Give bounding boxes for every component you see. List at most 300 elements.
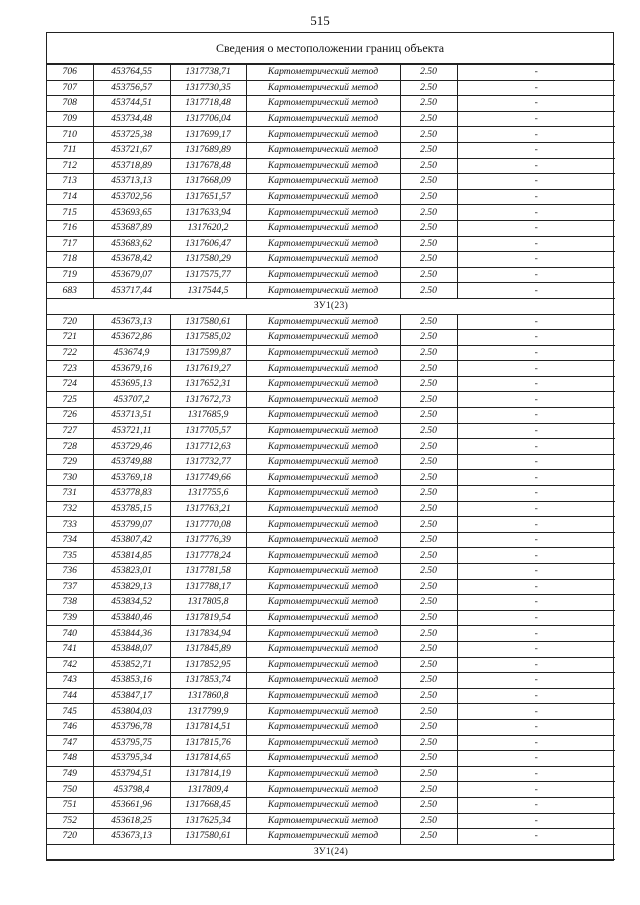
- x-coordinate-cell: 453794,51: [93, 766, 170, 782]
- accuracy-cell: 2.50: [400, 719, 457, 735]
- accuracy-cell: 2.50: [400, 158, 457, 174]
- point-number-cell: 752: [47, 813, 93, 829]
- point-number-cell: 715: [47, 205, 93, 221]
- method-cell: Картометрический метод: [246, 189, 400, 205]
- method-cell: Картометрический метод: [246, 735, 400, 751]
- x-coordinate-cell: 453798,4: [93, 782, 170, 798]
- accuracy-cell: 2.50: [400, 688, 457, 704]
- table-row: [47, 470, 615, 486]
- method-cell: Картометрический метод: [246, 486, 400, 502]
- description-cell: -: [457, 579, 615, 595]
- x-coordinate-cell: 453804,03: [93, 704, 170, 720]
- y-coordinate-cell: 1317544,5: [170, 283, 246, 299]
- method-cell: Картометрический метод: [246, 408, 400, 424]
- x-coordinate-cell: 453756,57: [93, 80, 170, 96]
- table-row: [47, 735, 615, 751]
- y-coordinate-cell: 1317620,2: [170, 220, 246, 236]
- accuracy-cell: 2.50: [400, 782, 457, 798]
- y-coordinate-cell: 1317809,4: [170, 782, 246, 798]
- accuracy-cell: 2.50: [400, 283, 457, 299]
- x-coordinate-cell: 453661,96: [93, 797, 170, 813]
- x-coordinate-cell: 453678,42: [93, 252, 170, 268]
- table-row: [47, 127, 615, 143]
- description-cell: -: [457, 719, 615, 735]
- method-cell: Картометрический метод: [246, 766, 400, 782]
- y-coordinate-cell: 1317606,47: [170, 236, 246, 252]
- method-cell: Картометрический метод: [246, 532, 400, 548]
- table-row: [47, 267, 615, 283]
- method-cell: Картометрический метод: [246, 330, 400, 346]
- point-number-cell: 748: [47, 751, 93, 767]
- point-number-cell: 739: [47, 610, 93, 626]
- method-cell: Картометрический метод: [246, 423, 400, 439]
- accuracy-cell: 2.50: [400, 330, 457, 346]
- x-coordinate-cell: 453683,62: [93, 236, 170, 252]
- table-row: [47, 96, 615, 112]
- point-number-cell: 736: [47, 564, 93, 580]
- coordinates-table: [47, 64, 615, 860]
- description-cell: -: [457, 782, 615, 798]
- table-row: [47, 782, 615, 798]
- boundary-sheet: [46, 32, 614, 861]
- accuracy-cell: 2.50: [400, 345, 457, 361]
- method-cell: Картометрический метод: [246, 205, 400, 221]
- accuracy-cell: 2.50: [400, 517, 457, 533]
- y-coordinate-cell: 1317699,17: [170, 127, 246, 143]
- y-coordinate-cell: 1317689,89: [170, 142, 246, 158]
- method-cell: Картометрический метод: [246, 267, 400, 283]
- x-coordinate-cell: 453618,25: [93, 813, 170, 829]
- point-number-cell: 710: [47, 127, 93, 143]
- accuracy-cell: 2.50: [400, 454, 457, 470]
- method-cell: Картометрический метод: [246, 96, 400, 112]
- table-row: [47, 158, 615, 174]
- description-cell: -: [457, 314, 615, 330]
- accuracy-cell: 2.50: [400, 797, 457, 813]
- description-cell: -: [457, 595, 615, 611]
- method-cell: Картометрический метод: [246, 688, 400, 704]
- x-coordinate-cell: 453718,89: [93, 158, 170, 174]
- y-coordinate-cell: 1317580,61: [170, 829, 246, 845]
- accuracy-cell: 2.50: [400, 564, 457, 580]
- table-row: [47, 829, 615, 845]
- description-cell: -: [457, 127, 615, 143]
- y-coordinate-cell: 1317749,66: [170, 470, 246, 486]
- description-cell: -: [457, 439, 615, 455]
- point-number-cell: 707: [47, 80, 93, 96]
- description-cell: -: [457, 517, 615, 533]
- accuracy-cell: 2.50: [400, 236, 457, 252]
- x-coordinate-cell: 453713,51: [93, 408, 170, 424]
- description-cell: -: [457, 626, 615, 642]
- accuracy-cell: 2.50: [400, 439, 457, 455]
- table-row: [47, 486, 615, 502]
- accuracy-cell: 2.50: [400, 65, 457, 81]
- accuracy-cell: 2.50: [400, 392, 457, 408]
- table-row: [47, 345, 615, 361]
- method-cell: Картометрический метод: [246, 610, 400, 626]
- method-cell: Картометрический метод: [246, 392, 400, 408]
- point-number-cell: 714: [47, 189, 93, 205]
- point-number-cell: 733: [47, 517, 93, 533]
- point-number-cell: 749: [47, 766, 93, 782]
- method-cell: Картометрический метод: [246, 673, 400, 689]
- accuracy-cell: 2.50: [400, 127, 457, 143]
- x-coordinate-cell: 453795,75: [93, 735, 170, 751]
- description-cell: -: [457, 657, 615, 673]
- description-cell: -: [457, 501, 615, 517]
- point-number-cell: 732: [47, 501, 93, 517]
- method-cell: Картометрический метод: [246, 283, 400, 299]
- y-coordinate-cell: 1317763,21: [170, 501, 246, 517]
- description-cell: -: [457, 220, 615, 236]
- section-label: ЗУ1(24): [47, 844, 615, 860]
- y-coordinate-cell: 1317834,94: [170, 626, 246, 642]
- point-number-cell: 706: [47, 65, 93, 81]
- y-coordinate-cell: 1317776,39: [170, 532, 246, 548]
- point-number-cell: 741: [47, 641, 93, 657]
- y-coordinate-cell: 1317685,9: [170, 408, 246, 424]
- description-cell: -: [457, 330, 615, 346]
- y-coordinate-cell: 1317585,02: [170, 330, 246, 346]
- description-cell: -: [457, 829, 615, 845]
- description-cell: -: [457, 111, 615, 127]
- table-row: [47, 595, 615, 611]
- accuracy-cell: 2.50: [400, 548, 457, 564]
- accuracy-cell: 2.50: [400, 174, 457, 190]
- table-row: [47, 283, 615, 299]
- accuracy-cell: 2.50: [400, 376, 457, 392]
- point-number-cell: 734: [47, 532, 93, 548]
- point-number-cell: 751: [47, 797, 93, 813]
- table-row: [47, 80, 615, 96]
- accuracy-cell: 2.50: [400, 641, 457, 657]
- x-coordinate-cell: 453796,78: [93, 719, 170, 735]
- x-coordinate-cell: 453785,15: [93, 501, 170, 517]
- x-coordinate-cell: 453717,44: [93, 283, 170, 299]
- x-coordinate-cell: 453778,83: [93, 486, 170, 502]
- accuracy-cell: 2.50: [400, 486, 457, 502]
- x-coordinate-cell: 453834,52: [93, 595, 170, 611]
- table-row: [47, 454, 615, 470]
- y-coordinate-cell: 1317580,61: [170, 314, 246, 330]
- point-number-cell: 718: [47, 252, 93, 268]
- y-coordinate-cell: 1317814,65: [170, 751, 246, 767]
- accuracy-cell: 2.50: [400, 610, 457, 626]
- method-cell: Картометрический метод: [246, 80, 400, 96]
- y-coordinate-cell: 1317853,74: [170, 673, 246, 689]
- x-coordinate-cell: 453721,67: [93, 142, 170, 158]
- y-coordinate-cell: 1317781,58: [170, 564, 246, 580]
- accuracy-cell: 2.50: [400, 704, 457, 720]
- accuracy-cell: 2.50: [400, 532, 457, 548]
- y-coordinate-cell: 1317706,04: [170, 111, 246, 127]
- method-cell: Картометрический метод: [246, 158, 400, 174]
- x-coordinate-cell: 453799,07: [93, 517, 170, 533]
- accuracy-cell: 2.50: [400, 408, 457, 424]
- accuracy-cell: 2.50: [400, 579, 457, 595]
- table-row: [47, 548, 615, 564]
- point-number-cell: 745: [47, 704, 93, 720]
- table-row: [47, 439, 615, 455]
- x-coordinate-cell: 453749,88: [93, 454, 170, 470]
- point-number-cell: 711: [47, 142, 93, 158]
- method-cell: Картометрический метод: [246, 595, 400, 611]
- method-cell: Картометрический метод: [246, 641, 400, 657]
- point-number-cell: 740: [47, 626, 93, 642]
- x-coordinate-cell: 453807,42: [93, 532, 170, 548]
- method-cell: Картометрический метод: [246, 376, 400, 392]
- description-cell: -: [457, 641, 615, 657]
- description-cell: -: [457, 283, 615, 299]
- method-cell: Картометрический метод: [246, 345, 400, 361]
- y-coordinate-cell: 1317738,71: [170, 65, 246, 81]
- table-row: [47, 205, 615, 221]
- point-number-cell: 742: [47, 657, 93, 673]
- accuracy-cell: 2.50: [400, 111, 457, 127]
- method-cell: Картометрический метод: [246, 470, 400, 486]
- accuracy-cell: 2.50: [400, 314, 457, 330]
- y-coordinate-cell: 1317770,08: [170, 517, 246, 533]
- y-coordinate-cell: 1317652,31: [170, 376, 246, 392]
- point-number-cell: 720: [47, 314, 93, 330]
- description-cell: -: [457, 797, 615, 813]
- x-coordinate-cell: 453702,56: [93, 189, 170, 205]
- y-coordinate-cell: 1317814,19: [170, 766, 246, 782]
- description-cell: -: [457, 376, 615, 392]
- x-coordinate-cell: 453707,2: [93, 392, 170, 408]
- description-cell: -: [457, 735, 615, 751]
- method-cell: Картометрический метод: [246, 782, 400, 798]
- description-cell: -: [457, 80, 615, 96]
- x-coordinate-cell: 453844,36: [93, 626, 170, 642]
- point-number-cell: 743: [47, 673, 93, 689]
- table-row: [47, 376, 615, 392]
- point-number-cell: 728: [47, 439, 93, 455]
- description-cell: -: [457, 673, 615, 689]
- method-cell: Картометрический метод: [246, 127, 400, 143]
- y-coordinate-cell: 1317845,89: [170, 641, 246, 657]
- table-row: [47, 641, 615, 657]
- table-row: [47, 142, 615, 158]
- point-number-cell: 737: [47, 579, 93, 595]
- table-row: [47, 236, 615, 252]
- table-row: [47, 766, 615, 782]
- table-row: [47, 657, 615, 673]
- section-label: ЗУ1(23): [47, 298, 615, 314]
- y-coordinate-cell: 1317819,54: [170, 610, 246, 626]
- point-number-cell: 721: [47, 330, 93, 346]
- point-number-cell: 735: [47, 548, 93, 564]
- x-coordinate-cell: 453840,46: [93, 610, 170, 626]
- accuracy-cell: 2.50: [400, 423, 457, 439]
- description-cell: -: [457, 704, 615, 720]
- description-cell: -: [457, 65, 615, 81]
- section-row: [47, 844, 615, 860]
- y-coordinate-cell: 1317633,94: [170, 205, 246, 221]
- table-row: [47, 361, 615, 377]
- method-cell: Картометрический метод: [246, 174, 400, 190]
- x-coordinate-cell: 453687,89: [93, 220, 170, 236]
- table-row: [47, 564, 615, 580]
- method-cell: Картометрический метод: [246, 501, 400, 517]
- description-cell: -: [457, 96, 615, 112]
- table-row: [47, 189, 615, 205]
- description-cell: -: [457, 142, 615, 158]
- table-row: [47, 797, 615, 813]
- y-coordinate-cell: 1317730,35: [170, 80, 246, 96]
- x-coordinate-cell: 453679,16: [93, 361, 170, 377]
- method-cell: Картометрический метод: [246, 361, 400, 377]
- point-number-cell: 709: [47, 111, 93, 127]
- y-coordinate-cell: 1317788,17: [170, 579, 246, 595]
- y-coordinate-cell: 1317668,09: [170, 174, 246, 190]
- method-cell: Картометрический метод: [246, 797, 400, 813]
- x-coordinate-cell: 453814,85: [93, 548, 170, 564]
- table-row: [47, 813, 615, 829]
- method-cell: Картометрический метод: [246, 142, 400, 158]
- table-row: [47, 579, 615, 595]
- page-number: 515: [310, 13, 330, 28]
- table-row: [47, 252, 615, 268]
- x-coordinate-cell: 453725,38: [93, 127, 170, 143]
- section-row: [47, 298, 615, 314]
- description-cell: -: [457, 361, 615, 377]
- method-cell: Картометрический метод: [246, 579, 400, 595]
- method-cell: Картометрический метод: [246, 813, 400, 829]
- table-row: [47, 111, 615, 127]
- accuracy-cell: 2.50: [400, 657, 457, 673]
- table-row: [47, 610, 615, 626]
- x-coordinate-cell: 453847,17: [93, 688, 170, 704]
- coordinates-table-body: [47, 65, 615, 860]
- y-coordinate-cell: 1317705,57: [170, 423, 246, 439]
- y-coordinate-cell: 1317575,77: [170, 267, 246, 283]
- accuracy-cell: 2.50: [400, 735, 457, 751]
- method-cell: Картометрический метод: [246, 65, 400, 81]
- method-cell: Картометрический метод: [246, 626, 400, 642]
- y-coordinate-cell: 1317852,95: [170, 657, 246, 673]
- point-number-cell: 716: [47, 220, 93, 236]
- y-coordinate-cell: 1317599,87: [170, 345, 246, 361]
- description-cell: -: [457, 236, 615, 252]
- y-coordinate-cell: 1317799,9: [170, 704, 246, 720]
- method-cell: Картометрический метод: [246, 751, 400, 767]
- point-number-cell: 683: [47, 283, 93, 299]
- point-number-cell: 717: [47, 236, 93, 252]
- method-cell: Картометрический метод: [246, 454, 400, 470]
- description-cell: -: [457, 267, 615, 283]
- accuracy-cell: 2.50: [400, 673, 457, 689]
- method-cell: Картометрический метод: [246, 252, 400, 268]
- table-row: [47, 330, 615, 346]
- x-coordinate-cell: 453744,51: [93, 96, 170, 112]
- accuracy-cell: 2.50: [400, 220, 457, 236]
- point-number-cell: 727: [47, 423, 93, 439]
- method-cell: Картометрический метод: [246, 439, 400, 455]
- y-coordinate-cell: 1317619,27: [170, 361, 246, 377]
- accuracy-cell: 2.50: [400, 595, 457, 611]
- method-cell: Картометрический метод: [246, 220, 400, 236]
- accuracy-cell: 2.50: [400, 361, 457, 377]
- description-cell: -: [457, 158, 615, 174]
- point-number-cell: 746: [47, 719, 93, 735]
- y-coordinate-cell: 1317805,8: [170, 595, 246, 611]
- table-row: [47, 408, 615, 424]
- x-coordinate-cell: 453769,18: [93, 470, 170, 486]
- table-row: [47, 220, 615, 236]
- x-coordinate-cell: 453848,07: [93, 641, 170, 657]
- point-number-cell: 731: [47, 486, 93, 502]
- y-coordinate-cell: 1317732,77: [170, 454, 246, 470]
- point-number-cell: 738: [47, 595, 93, 611]
- y-coordinate-cell: 1317778,24: [170, 548, 246, 564]
- y-coordinate-cell: 1317625,34: [170, 813, 246, 829]
- point-number-cell: 747: [47, 735, 93, 751]
- point-number-cell: 744: [47, 688, 93, 704]
- method-cell: Картометрический метод: [246, 829, 400, 845]
- method-cell: Картометрический метод: [246, 548, 400, 564]
- table-row: [47, 719, 615, 735]
- table-row: [47, 517, 615, 533]
- table-row: [47, 314, 615, 330]
- x-coordinate-cell: 453693,65: [93, 205, 170, 221]
- description-cell: -: [457, 174, 615, 190]
- point-number-cell: 708: [47, 96, 93, 112]
- x-coordinate-cell: 453823,01: [93, 564, 170, 580]
- y-coordinate-cell: 1317678,48: [170, 158, 246, 174]
- description-cell: -: [457, 486, 615, 502]
- method-cell: Картометрический метод: [246, 111, 400, 127]
- point-number-cell: 729: [47, 454, 93, 470]
- x-coordinate-cell: 453673,13: [93, 314, 170, 330]
- description-cell: -: [457, 392, 615, 408]
- method-cell: Картометрический метод: [246, 704, 400, 720]
- y-coordinate-cell: 1317672,73: [170, 392, 246, 408]
- point-number-cell: 713: [47, 174, 93, 190]
- table-row: [47, 392, 615, 408]
- sheet-title: Сведения о местоположении границ объекта: [47, 33, 613, 64]
- point-number-cell: 730: [47, 470, 93, 486]
- point-number-cell: 725: [47, 392, 93, 408]
- method-cell: Картометрический метод: [246, 314, 400, 330]
- accuracy-cell: 2.50: [400, 501, 457, 517]
- y-coordinate-cell: 1317755,6: [170, 486, 246, 502]
- x-coordinate-cell: 453795,34: [93, 751, 170, 767]
- y-coordinate-cell: 1317718,48: [170, 96, 246, 112]
- description-cell: -: [457, 345, 615, 361]
- point-number-cell: 724: [47, 376, 93, 392]
- description-cell: -: [457, 610, 615, 626]
- y-coordinate-cell: 1317668,45: [170, 797, 246, 813]
- accuracy-cell: 2.50: [400, 252, 457, 268]
- description-cell: -: [457, 751, 615, 767]
- point-number-cell: 726: [47, 408, 93, 424]
- point-number-cell: 720: [47, 829, 93, 845]
- accuracy-cell: 2.50: [400, 189, 457, 205]
- description-cell: -: [457, 205, 615, 221]
- x-coordinate-cell: 453673,13: [93, 829, 170, 845]
- x-coordinate-cell: 453721,11: [93, 423, 170, 439]
- description-cell: -: [457, 189, 615, 205]
- table-row: [47, 174, 615, 190]
- x-coordinate-cell: 453764,55: [93, 65, 170, 81]
- accuracy-cell: 2.50: [400, 142, 457, 158]
- description-cell: -: [457, 766, 615, 782]
- accuracy-cell: 2.50: [400, 626, 457, 642]
- x-coordinate-cell: 453674,9: [93, 345, 170, 361]
- method-cell: Картометрический метод: [246, 657, 400, 673]
